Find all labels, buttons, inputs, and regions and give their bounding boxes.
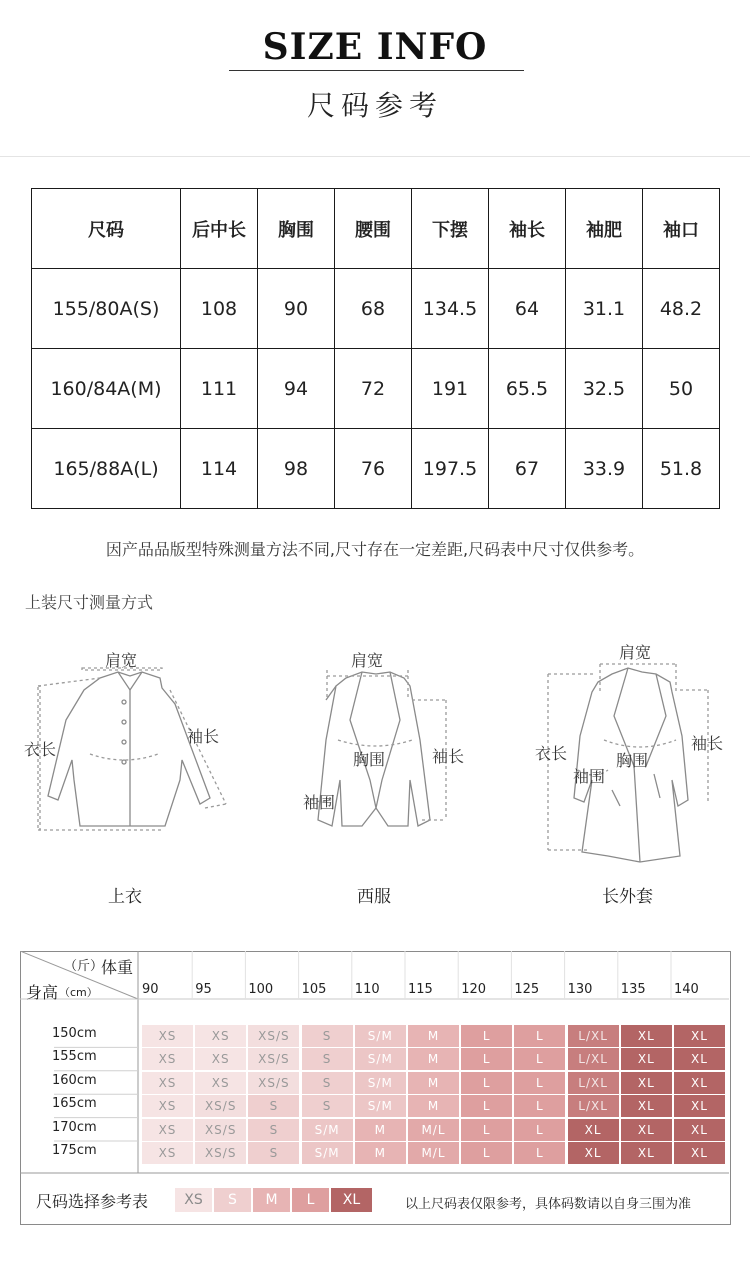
table-cell: 98 bbox=[258, 429, 335, 509]
size-cell: XL bbox=[674, 1142, 725, 1164]
table-cell: 64 bbox=[489, 269, 566, 349]
table-cell: 114 bbox=[181, 429, 258, 509]
weight-tick: 120 bbox=[461, 982, 487, 997]
height-label: 150cm bbox=[52, 1026, 97, 1041]
table-cell: 191 bbox=[412, 349, 489, 429]
header-cell: 尺码 bbox=[32, 189, 181, 269]
size-cell: S/M bbox=[355, 1025, 406, 1047]
weight-tick: 110 bbox=[354, 982, 380, 997]
size-cell: XL bbox=[621, 1142, 672, 1164]
height-unit: （cm） bbox=[59, 986, 98, 999]
size-cell: XS/S bbox=[195, 1142, 246, 1164]
size-cell: S bbox=[302, 1072, 353, 1094]
size-cell: L bbox=[514, 1095, 565, 1117]
table-cell: 165/88A(L) bbox=[32, 429, 181, 509]
coat-shoulder-label: 肩宽 bbox=[619, 643, 652, 662]
size-note: 因产品品版型特殊测量方法不同,尺寸存在一定差距,尺码表中尺寸仅供参考。 bbox=[105, 540, 645, 559]
legend-swatch: S bbox=[214, 1188, 251, 1212]
size-cell: XL bbox=[674, 1095, 725, 1117]
page-title-cn: 尺码参考 bbox=[306, 89, 443, 122]
size-cell: XL bbox=[674, 1025, 725, 1047]
size-cell: S/M bbox=[302, 1142, 353, 1164]
title-divider bbox=[229, 70, 524, 71]
suit-sleeve-label: 袖长 bbox=[432, 747, 465, 766]
table-cell: 111 bbox=[181, 349, 258, 429]
size-cell: XS bbox=[142, 1119, 193, 1141]
size-cell: M bbox=[408, 1025, 459, 1047]
size-cell: L/XL bbox=[568, 1025, 619, 1047]
weight-tick: 95 bbox=[195, 982, 212, 997]
size-cell: XL bbox=[674, 1119, 725, 1141]
table-cell: 94 bbox=[258, 349, 335, 429]
table-cell: 155/80A(S) bbox=[32, 269, 181, 349]
shirt-caption: 上衣 bbox=[108, 887, 142, 907]
size-cell: L bbox=[514, 1048, 565, 1070]
header-cell: 袖长 bbox=[489, 189, 566, 269]
size-cell: M/L bbox=[408, 1142, 459, 1164]
size-cell: L bbox=[514, 1119, 565, 1141]
size-cell: S/M bbox=[302, 1119, 353, 1141]
size-cell: S bbox=[248, 1142, 299, 1164]
size-cell: L/XL bbox=[568, 1072, 619, 1094]
weight-tick: 90 bbox=[142, 982, 159, 997]
size-cell: M bbox=[355, 1142, 406, 1164]
size-cell: XL bbox=[621, 1095, 672, 1117]
size-cell: L bbox=[514, 1025, 565, 1047]
size-cell: XS/S bbox=[248, 1072, 299, 1094]
size-cell: M bbox=[408, 1072, 459, 1094]
weight-tick: 140 bbox=[674, 982, 699, 997]
weight-tick: 130 bbox=[567, 982, 593, 997]
shirt-sleeve-label: 袖长 bbox=[187, 727, 220, 746]
size-cell: L bbox=[514, 1142, 565, 1164]
size-cell: L bbox=[461, 1095, 512, 1117]
height-label: 175cm bbox=[52, 1143, 97, 1158]
shirt-length-label: 衣长 bbox=[24, 740, 57, 759]
weight-tick: 115 bbox=[408, 982, 433, 997]
size-cell: XL bbox=[674, 1072, 725, 1094]
shirt-illustration bbox=[48, 672, 210, 826]
height-label: 155cm bbox=[52, 1049, 97, 1065]
size-cell: XL bbox=[621, 1025, 672, 1047]
size-cell: S/M bbox=[355, 1048, 406, 1070]
size-cell: L bbox=[461, 1072, 512, 1094]
table-cell: 68 bbox=[335, 269, 412, 349]
weight-tick: 100 bbox=[248, 982, 274, 997]
size-cell: L bbox=[461, 1048, 512, 1070]
table-cell: 33.9 bbox=[566, 429, 643, 509]
height-label: 身高 bbox=[26, 983, 59, 1002]
table-cell: 31.1 bbox=[566, 269, 643, 349]
size-table-header bbox=[32, 189, 720, 269]
size-cell: M/L bbox=[408, 1119, 459, 1141]
size-cell: XS bbox=[195, 1048, 246, 1070]
legend-swatch: XS bbox=[175, 1188, 212, 1212]
size-cell: XS bbox=[142, 1072, 193, 1094]
suit-caption: 西服 bbox=[357, 887, 391, 907]
height-label: 170cm bbox=[52, 1119, 97, 1135]
size-cell: XL bbox=[621, 1072, 672, 1094]
shirt-shoulder-label: 肩宽 bbox=[105, 651, 138, 670]
page-title-en: SIZE INFO bbox=[262, 26, 488, 68]
size-table bbox=[31, 188, 720, 509]
height-label: 165cm bbox=[52, 1096, 97, 1112]
legend-swatch: L bbox=[292, 1188, 329, 1212]
size-cell: M bbox=[355, 1119, 406, 1141]
suit-shoulder-label: 肩宽 bbox=[351, 651, 384, 670]
table-cell: 160/84A(M) bbox=[32, 349, 181, 429]
coat-cuff-label: 袖围 bbox=[573, 767, 606, 786]
table-cell: 90 bbox=[258, 269, 335, 349]
header-cell: 腰围 bbox=[335, 189, 412, 269]
size-cell: S bbox=[302, 1048, 353, 1070]
size-cell: XL bbox=[621, 1048, 672, 1070]
weight-tick: 105 bbox=[301, 982, 327, 997]
legend-title: 尺码选择参考表 bbox=[36, 1192, 149, 1211]
size-cell: L bbox=[461, 1119, 512, 1141]
suit-chest-label: 胸围 bbox=[353, 750, 386, 769]
table-row bbox=[32, 429, 720, 509]
size-cell: L/XL bbox=[568, 1095, 619, 1117]
table-row bbox=[32, 269, 720, 349]
coat-caption: 长外套 bbox=[602, 887, 653, 907]
height-label: 160cm bbox=[52, 1072, 97, 1088]
legend-swatch: XL bbox=[331, 1188, 372, 1212]
size-cell: S bbox=[302, 1025, 353, 1047]
size-cell: XS/S bbox=[248, 1048, 299, 1070]
weight-label: 体重 bbox=[101, 958, 134, 977]
size-cell: L bbox=[514, 1072, 565, 1094]
header-cell: 袖口 bbox=[643, 189, 720, 269]
header-cell: 下摆 bbox=[412, 189, 489, 269]
size-cell: M bbox=[408, 1048, 459, 1070]
size-cell: L/XL bbox=[568, 1048, 619, 1070]
size-cell: XS/S bbox=[195, 1095, 246, 1117]
size-cell: S bbox=[248, 1095, 299, 1117]
size-cell: XS bbox=[142, 1095, 193, 1117]
suit-cuff-label: 袖围 bbox=[303, 793, 336, 812]
size-cell: S bbox=[302, 1095, 353, 1117]
table-cell: 65.5 bbox=[489, 349, 566, 429]
coat-chest-label: 胸围 bbox=[616, 751, 649, 770]
legend-swatch: M bbox=[253, 1188, 290, 1212]
size-cell: XS/S bbox=[195, 1119, 246, 1141]
table-cell: 67 bbox=[489, 429, 566, 509]
table-cell: 50 bbox=[643, 349, 720, 429]
table-cell: 72 bbox=[335, 349, 412, 429]
header-cell: 后中长 bbox=[181, 189, 258, 269]
weight-tick: 135 bbox=[620, 982, 646, 997]
weight-unit: （斤） bbox=[64, 959, 104, 974]
size-cell: XS bbox=[142, 1142, 193, 1164]
size-cell: XL bbox=[621, 1119, 672, 1141]
size-cell: S/M bbox=[355, 1095, 406, 1117]
table-cell: 197.5 bbox=[412, 429, 489, 509]
size-cell: XL bbox=[568, 1119, 619, 1141]
legend-note: 以上尺码表仅限参考，具体码数请以自身三围为准 bbox=[405, 1197, 692, 1212]
weight-tick: 125 bbox=[514, 982, 540, 997]
table-cell: 32.5 bbox=[566, 349, 643, 429]
header-cell: 袖肥 bbox=[566, 189, 643, 269]
table-cell: 76 bbox=[335, 429, 412, 509]
section-divider bbox=[0, 156, 750, 157]
size-cell: XL bbox=[674, 1048, 725, 1070]
table-row bbox=[32, 349, 720, 429]
measure-section-title: 上装尺寸测量方式 bbox=[25, 593, 154, 612]
table-cell: 48.2 bbox=[643, 269, 720, 349]
size-cell: S/M bbox=[355, 1072, 406, 1094]
size-cell: XS bbox=[195, 1025, 246, 1047]
size-cell: S bbox=[248, 1119, 299, 1141]
table-cell: 134.5 bbox=[412, 269, 489, 349]
coat-sleeve-label: 袖长 bbox=[691, 734, 724, 753]
size-cell: L bbox=[461, 1142, 512, 1164]
size-cell: M bbox=[408, 1095, 459, 1117]
coat-length-label: 衣长 bbox=[535, 744, 568, 763]
table-cell: 108 bbox=[181, 269, 258, 349]
size-cell: XS bbox=[142, 1025, 193, 1047]
size-cell: XS bbox=[142, 1048, 193, 1070]
table-cell: 51.8 bbox=[643, 429, 720, 509]
size-cell: XS bbox=[195, 1072, 246, 1094]
size-cell: XL bbox=[568, 1142, 619, 1164]
size-cell: XS/S bbox=[248, 1025, 299, 1047]
size-cell: L bbox=[461, 1025, 512, 1047]
header-cell: 胸围 bbox=[258, 189, 335, 269]
